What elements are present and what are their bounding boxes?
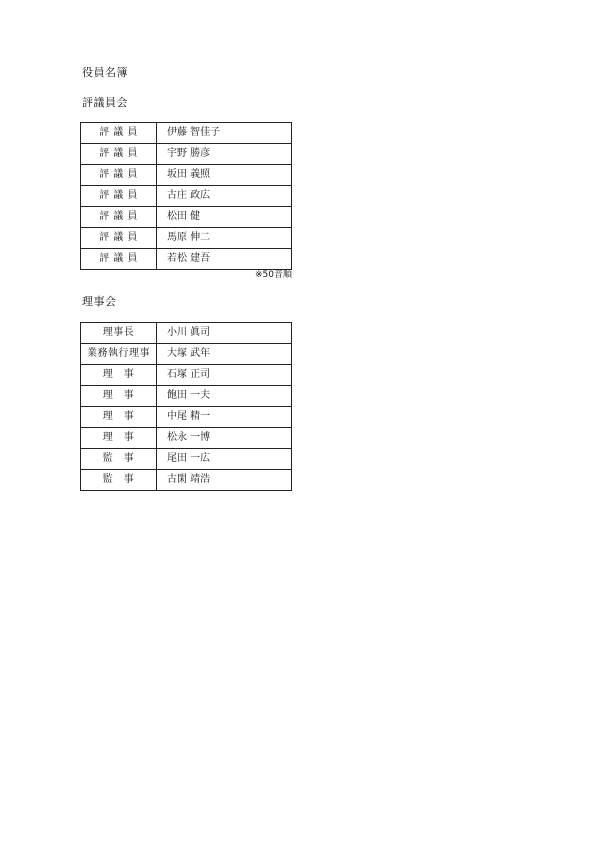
table-row [81, 365, 292, 386]
role-cell: 評 議 員 [81, 228, 157, 249]
name-cell: 若松 建吾 [157, 249, 292, 270]
role-cell: 業務執行理事 [81, 344, 157, 365]
name-cell: 古庄 政広 [157, 186, 292, 207]
role-cell: 評 議 員 [81, 249, 157, 270]
role-cell: 理 事 [81, 407, 157, 428]
table-row [81, 207, 292, 228]
board-table [80, 322, 292, 491]
table-row [81, 186, 292, 207]
table-row [81, 449, 292, 470]
table-row [81, 249, 292, 270]
role-cell: 評 議 員 [81, 165, 157, 186]
name-cell: 小川 眞司 [157, 323, 292, 344]
sort-order-note: ※50音順 [255, 270, 292, 280]
name-cell: 飽田 一夫 [157, 386, 292, 407]
name-cell: 馬原 伸二 [157, 228, 292, 249]
name-cell: 古閑 靖浩 [157, 470, 292, 491]
name-cell: 松永 一博 [157, 428, 292, 449]
table-row [81, 165, 292, 186]
name-cell: 宇野 勝彦 [157, 144, 292, 165]
name-cell: 大塚 武年 [157, 344, 292, 365]
document-title: 役員名簿 [82, 66, 128, 79]
name-cell: 伊藤 智佳子 [157, 123, 292, 144]
table-row [81, 470, 292, 491]
councillors-table [80, 122, 292, 270]
role-cell: 監 事 [81, 449, 157, 470]
role-cell: 評 議 員 [81, 144, 157, 165]
name-cell: 尾田 一広 [157, 449, 292, 470]
table-row [81, 144, 292, 165]
table-row [81, 228, 292, 249]
name-cell: 石塚 正司 [157, 365, 292, 386]
role-cell: 評 議 員 [81, 186, 157, 207]
table-row [81, 407, 292, 428]
table-row [81, 386, 292, 407]
table-row [81, 323, 292, 344]
table-row [81, 123, 292, 144]
role-cell: 監 事 [81, 470, 157, 491]
name-cell: 坂田 義照 [157, 165, 292, 186]
role-cell: 評 議 員 [81, 207, 157, 228]
role-cell: 評 議 員 [81, 123, 157, 144]
name-cell: 中尾 精一 [157, 407, 292, 428]
role-cell: 理 事 [81, 365, 157, 386]
role-cell: 理 事 [81, 386, 157, 407]
board-heading: 理事会 [82, 295, 117, 308]
role-cell: 理 事 [81, 428, 157, 449]
name-cell: 松田 健 [157, 207, 292, 228]
role-cell: 理事長 [81, 323, 157, 344]
table-row [81, 428, 292, 449]
table-row [81, 344, 292, 365]
councillors-heading: 評議員会 [82, 96, 128, 109]
